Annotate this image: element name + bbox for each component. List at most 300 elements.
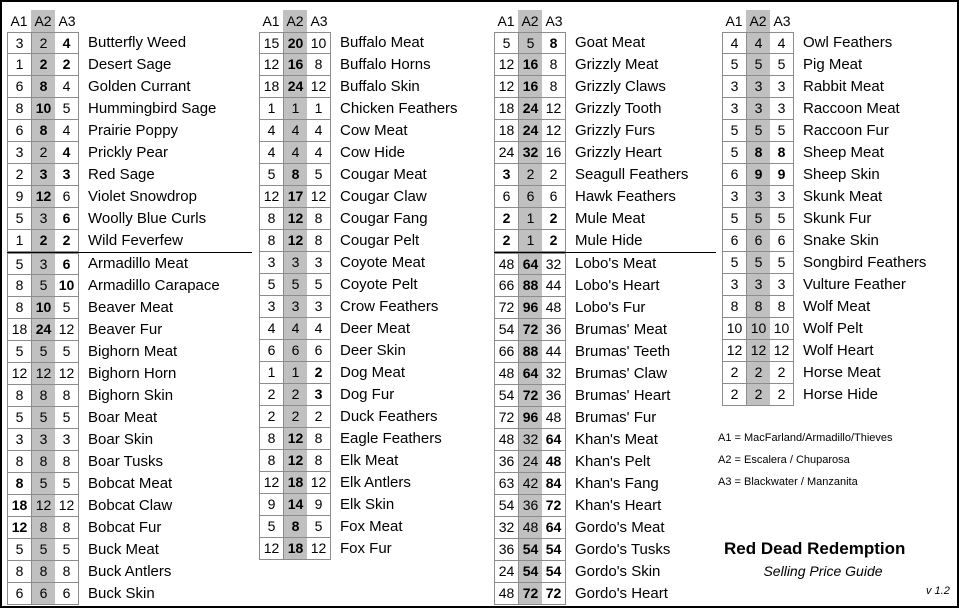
price-a3: 12	[307, 472, 331, 494]
item-name: Fox Fur	[340, 540, 392, 557]
table-row	[7, 363, 252, 385]
price-a2: 24	[518, 98, 543, 120]
price-a3: 72	[542, 583, 566, 605]
price-a3: 9	[307, 494, 331, 516]
price-a2: 3	[31, 429, 56, 451]
price-a2: 5	[31, 407, 56, 429]
table-row	[7, 76, 252, 98]
price-a3: 4	[55, 142, 79, 164]
item-name: Raccoon Fur	[803, 122, 889, 139]
page-subtitle: Selling Price Guide	[763, 563, 883, 579]
price-a2: 48	[518, 517, 543, 539]
price-a3: 6	[55, 583, 79, 605]
price-a3: 6	[55, 186, 79, 208]
price-a2: 5	[518, 32, 543, 54]
price-a2: 24	[518, 120, 543, 142]
price-a3: 3	[770, 76, 794, 98]
price-a1: 6	[7, 76, 31, 98]
price-a1: 6	[7, 120, 31, 142]
price-a2: 5	[746, 54, 771, 76]
price-a2: 16	[283, 54, 308, 76]
item-name: Buffalo Skin	[340, 78, 420, 95]
price-a3: 8	[542, 54, 566, 76]
price-a2: 10	[31, 98, 56, 120]
price-a1: 6	[7, 583, 31, 605]
price-a3: 12	[55, 495, 79, 517]
table-row	[494, 407, 716, 429]
item-name: Sheep Meat	[803, 144, 884, 161]
price-a2: 3	[31, 164, 56, 186]
price-a1: 8	[7, 561, 31, 583]
table-row	[494, 76, 716, 98]
price-a3: 8	[55, 517, 79, 539]
price-a1: 8	[259, 450, 283, 472]
price-a3: 10	[55, 275, 79, 297]
price-a2: 72	[518, 583, 543, 605]
price-a2: 4	[283, 142, 308, 164]
item-name: Snake Skin	[803, 232, 879, 249]
price-a1: 3	[259, 296, 283, 318]
item-name: Grizzly Heart	[575, 144, 662, 161]
item-name: Bobcat Meat	[88, 475, 173, 492]
price-a1: 3	[722, 274, 746, 296]
price-a3: 2	[307, 406, 331, 428]
price-a3: 48	[542, 451, 566, 473]
item-name: Cougar Meat	[340, 166, 427, 183]
price-a2: 32	[518, 142, 543, 164]
price-a1: 5	[7, 407, 31, 429]
price-a2: 24	[283, 76, 308, 98]
price-a2: 8	[31, 385, 56, 407]
table-row	[7, 495, 252, 517]
price-a2: 12	[283, 450, 308, 472]
item-name: Goat Meat	[575, 34, 646, 51]
price-a3: 48	[542, 297, 566, 319]
price-a3: 2	[55, 54, 79, 76]
table-row	[7, 230, 252, 252]
price-a1: 1	[7, 54, 31, 76]
price-a1: 5	[259, 274, 283, 296]
item-name: Deer Meat	[340, 320, 411, 337]
table-row	[7, 451, 252, 473]
price-a3: 8	[55, 451, 79, 473]
price-a2: 5	[746, 252, 771, 274]
price-a3: 54	[542, 539, 566, 561]
item-name: Owl Feathers	[803, 34, 893, 51]
price-a2: 2	[31, 54, 56, 76]
price-a3: 8	[307, 54, 331, 76]
header-a1: A1	[10, 13, 28, 29]
price-a2: 6	[518, 186, 543, 208]
table-row	[7, 297, 252, 319]
item-name: Boar Meat	[88, 409, 158, 426]
price-a2: 8	[283, 164, 308, 186]
item-name: Gordo's Tusks	[575, 541, 671, 558]
price-a1: 3	[7, 142, 31, 164]
price-a2: 42	[518, 473, 543, 495]
price-a3: 4	[55, 76, 79, 98]
header-a2: A2	[283, 10, 307, 32]
price-a1: 4	[259, 142, 283, 164]
table-row	[494, 32, 716, 54]
item-name: Horse Hide	[803, 386, 879, 403]
table-row	[494, 252, 716, 275]
item-name: Beaver Fur	[88, 321, 163, 338]
item-name: Deer Skin	[340, 342, 406, 359]
item-name: Butterfly Weed	[88, 34, 187, 51]
price-a1: 66	[494, 275, 518, 297]
price-a1: 2	[494, 230, 518, 252]
price-a1: 8	[7, 98, 31, 120]
price-a2: 4	[746, 32, 771, 54]
item-name: Prairie Poppy	[88, 122, 179, 139]
price-a2: 12	[31, 363, 56, 385]
price-a2: 64	[518, 253, 543, 275]
price-a3: 8	[770, 142, 794, 164]
price-a2: 12	[283, 428, 308, 450]
table-row	[494, 363, 716, 385]
item-name: Boar Tusks	[88, 453, 164, 470]
price-a3: 3	[770, 98, 794, 120]
price-a1: 8	[7, 297, 31, 319]
item-name: Chicken Feathers	[340, 100, 458, 117]
header-a1: A1	[262, 13, 280, 29]
item-name: Boar Skin	[88, 431, 154, 448]
price-a2: 24	[518, 451, 543, 473]
price-a2: 6	[31, 583, 56, 605]
price-a3: 8	[307, 428, 331, 450]
price-a3: 72	[542, 495, 566, 517]
price-a3: 3	[770, 274, 794, 296]
item-name: Songbird Feathers	[803, 254, 927, 271]
price-a1: 3	[259, 252, 283, 274]
price-a2: 1	[283, 98, 308, 120]
item-name: Dog Fur	[340, 386, 395, 403]
price-a2: 12	[31, 186, 56, 208]
price-a1: 1	[259, 362, 283, 384]
price-a2: 3	[31, 253, 56, 275]
price-a2: 36	[518, 495, 543, 517]
price-a1: 18	[259, 76, 283, 98]
header-a3: A3	[310, 13, 328, 29]
item-name: Desert Sage	[88, 56, 172, 73]
item-name: Buffalo Horns	[340, 56, 431, 73]
price-a3: 6	[307, 340, 331, 362]
price-a1: 54	[494, 319, 518, 341]
price-a2: 12	[746, 340, 771, 362]
table-row	[7, 208, 252, 230]
price-a3: 8	[307, 450, 331, 472]
item-name: Beaver Meat	[88, 299, 174, 316]
header-a1: A1	[725, 13, 743, 29]
header-a3: A3	[58, 13, 76, 29]
price-a3: 12	[55, 363, 79, 385]
price-a1: 5	[722, 120, 746, 142]
price-a3: 64	[542, 517, 566, 539]
table-row	[7, 120, 252, 142]
item-name: Grizzly Furs	[575, 122, 655, 139]
item-name: Crow Feathers	[340, 298, 439, 315]
table-row	[494, 517, 716, 539]
price-a2: 8	[746, 142, 771, 164]
price-a3: 6	[770, 230, 794, 252]
price-a3: 5	[770, 252, 794, 274]
item-name: Elk Antlers	[340, 474, 411, 491]
price-a2: 1	[283, 362, 308, 384]
price-a3: 12	[307, 76, 331, 98]
price-a3: 6	[542, 186, 566, 208]
price-a2: 5	[746, 208, 771, 230]
price-a1: 5	[7, 341, 31, 363]
item-name: Seagull Feathers	[575, 166, 689, 183]
price-a2: 88	[518, 341, 543, 363]
price-a2: 12	[283, 230, 308, 252]
price-a3: 5	[307, 274, 331, 296]
price-a3: 2	[307, 362, 331, 384]
item-name: Cougar Claw	[340, 188, 427, 205]
price-a3: 8	[307, 208, 331, 230]
price-a1: 2	[259, 406, 283, 428]
table-row	[7, 275, 252, 297]
price-a2: 3	[283, 252, 308, 274]
price-a1: 48	[494, 429, 518, 451]
price-a3: 5	[55, 407, 79, 429]
price-a1: 54	[494, 495, 518, 517]
legend-line-a2: A2 = Escalera / Chuparosa	[718, 454, 850, 466]
price-a3: 84	[542, 473, 566, 495]
item-name: Coyote Pelt	[340, 276, 418, 293]
price-a3: 12	[307, 538, 331, 560]
legend-line-a3: A3 = Blackwater / Manzanita	[718, 476, 858, 488]
item-name: Grizzly Tooth	[575, 100, 662, 117]
price-a1: 72	[494, 297, 518, 319]
price-a2: 18	[283, 538, 308, 560]
price-a3: 8	[542, 76, 566, 98]
price-a1: 15	[259, 32, 283, 54]
price-a2: 72	[518, 385, 543, 407]
price-a1: 3	[7, 32, 31, 54]
header-a2: A2	[518, 10, 542, 32]
price-a1: 72	[494, 407, 518, 429]
item-name: Khan's Meat	[575, 431, 658, 448]
table-row	[494, 429, 716, 451]
price-a1: 12	[259, 538, 283, 560]
item-name: Armadillo Carapace	[88, 277, 220, 294]
price-a1: 9	[259, 494, 283, 516]
price-a3: 5	[770, 120, 794, 142]
price-a1: 18	[7, 495, 31, 517]
price-a1: 18	[494, 98, 518, 120]
price-a3: 8	[542, 32, 566, 54]
price-a1: 8	[259, 428, 283, 450]
price-a1: 12	[259, 54, 283, 76]
price-a2: 4	[283, 120, 308, 142]
price-a2: 10	[746, 318, 771, 340]
item-name: Raccoon Meat	[803, 100, 900, 117]
price-a1: 2	[259, 384, 283, 406]
price-a2: 8	[31, 451, 56, 473]
item-name: Brumas' Meat	[575, 321, 668, 338]
item-name: Skunk Meat	[803, 188, 883, 205]
item-name: Golden Currant	[88, 78, 191, 95]
price-a3: 44	[542, 341, 566, 363]
item-name: Wolf Heart	[803, 342, 874, 359]
price-a2: 9	[746, 164, 771, 186]
table-row	[7, 252, 252, 275]
item-name: Violet Snowdrop	[88, 188, 197, 205]
table-row	[494, 164, 716, 186]
price-a2: 2	[283, 406, 308, 428]
table-row	[7, 539, 252, 561]
price-a1: 3	[7, 429, 31, 451]
price-a1: 24	[494, 142, 518, 164]
item-name: Prickly Pear	[88, 144, 169, 161]
price-a3: 2	[770, 362, 794, 384]
price-a1: 12	[7, 363, 31, 385]
price-a3: 2	[542, 230, 566, 252]
item-name: Wild Feverfew	[88, 232, 184, 249]
price-a3: 36	[542, 319, 566, 341]
item-name: Gordo's Heart	[575, 585, 668, 602]
price-a2: 72	[518, 319, 543, 341]
price-a2: 10	[31, 297, 56, 319]
price-a1: 48	[494, 363, 518, 385]
price-a2: 5	[31, 539, 56, 561]
price-a3: 8	[770, 296, 794, 318]
item-name: Lobo's Heart	[575, 277, 660, 294]
table-row	[494, 142, 716, 164]
price-a2: 5	[283, 274, 308, 296]
price-a2: 8	[31, 76, 56, 98]
price-column-1	[7, 2, 252, 605]
price-a1: 6	[722, 230, 746, 252]
table-row	[494, 297, 716, 319]
price-a1: 48	[494, 253, 518, 275]
price-a2: 54	[518, 539, 543, 561]
table-row	[494, 319, 716, 341]
version-label: v 1.2	[926, 585, 950, 597]
price-a3: 5	[55, 297, 79, 319]
price-a3: 6	[55, 208, 79, 230]
price-a1: 1	[7, 230, 31, 252]
price-a1: 63	[494, 473, 518, 495]
item-name: Elk Skin	[340, 496, 395, 513]
price-a3: 32	[542, 363, 566, 385]
price-a1: 32	[494, 517, 518, 539]
item-name: Brumas' Teeth	[575, 343, 671, 360]
price-a2: 96	[518, 407, 543, 429]
price-a1: 10	[722, 318, 746, 340]
price-a2: 8	[746, 296, 771, 318]
item-name: Cougar Pelt	[340, 232, 420, 249]
item-name: Hawk Feathers	[575, 188, 676, 205]
price-a2: 3	[31, 208, 56, 230]
price-a2: 6	[746, 230, 771, 252]
item-name: Pig Meat	[803, 56, 863, 73]
price-a3: 5	[55, 341, 79, 363]
legend-line-a1: A1 = MacFarland/Armadillo/Thieves	[718, 432, 893, 444]
price-a2: 8	[31, 120, 56, 142]
item-name: Khan's Heart	[575, 497, 662, 514]
price-a3: 5	[307, 164, 331, 186]
price-a3: 2	[542, 208, 566, 230]
price-a1: 6	[259, 340, 283, 362]
price-a1: 1	[259, 98, 283, 120]
table-row	[7, 186, 252, 208]
table-row	[7, 32, 252, 54]
table-row	[7, 319, 252, 341]
item-name: Woolly Blue Curls	[88, 210, 207, 227]
price-a1: 3	[722, 98, 746, 120]
item-name: Hummingbird Sage	[88, 100, 217, 117]
price-a3: 36	[542, 385, 566, 407]
price-a3: 3	[307, 384, 331, 406]
table-row	[494, 120, 716, 142]
price-a3: 3	[307, 296, 331, 318]
price-a3: 5	[307, 516, 331, 538]
table-row	[494, 495, 716, 517]
price-a1: 6	[494, 186, 518, 208]
price-a1: 5	[722, 252, 746, 274]
price-a3: 5	[55, 539, 79, 561]
item-name: Bobcat Fur	[88, 519, 162, 536]
price-a1: 5	[7, 208, 31, 230]
price-a1: 24	[494, 561, 518, 583]
price-a3: 10	[770, 318, 794, 340]
price-a1: 2	[7, 164, 31, 186]
item-name: Wolf Meat	[803, 298, 871, 315]
price-a1: 5	[7, 253, 31, 275]
item-name: Skunk Fur	[803, 210, 872, 227]
table-row	[7, 164, 252, 186]
price-a2: 2	[31, 230, 56, 252]
price-a1: 2	[494, 208, 518, 230]
price-a1: 12	[494, 54, 518, 76]
item-name: Gordo's Skin	[575, 563, 661, 580]
price-a2: 5	[31, 473, 56, 495]
price-a1: 8	[259, 230, 283, 252]
item-name: Bighorn Skin	[88, 387, 174, 404]
price-a1: 36	[494, 451, 518, 473]
item-name: Vulture Feather	[803, 276, 906, 293]
price-a3: 3	[55, 429, 79, 451]
price-a1: 12	[259, 472, 283, 494]
price-a2: 3	[746, 76, 771, 98]
price-a2: 2	[31, 32, 56, 54]
price-a1: 5	[722, 142, 746, 164]
table-row	[7, 341, 252, 363]
price-a3: 4	[307, 120, 331, 142]
table-row	[494, 385, 716, 407]
price-a2: 2	[746, 362, 771, 384]
price-a3: 2	[770, 384, 794, 406]
table-row	[7, 583, 252, 605]
price-a3: 5	[55, 473, 79, 495]
price-a3: 54	[542, 561, 566, 583]
item-name: Coyote Meat	[340, 254, 426, 271]
item-name: Sheep Skin	[803, 166, 880, 183]
price-a3: 5	[55, 98, 79, 120]
table-row	[7, 142, 252, 164]
price-a2: 64	[518, 363, 543, 385]
price-a1: 5	[7, 539, 31, 561]
price-a1: 2	[722, 362, 746, 384]
price-a2: 5	[746, 120, 771, 142]
price-a2: 5	[31, 275, 56, 297]
table-row	[494, 186, 716, 208]
price-a3: 5	[770, 54, 794, 76]
price-a3: 4	[55, 32, 79, 54]
